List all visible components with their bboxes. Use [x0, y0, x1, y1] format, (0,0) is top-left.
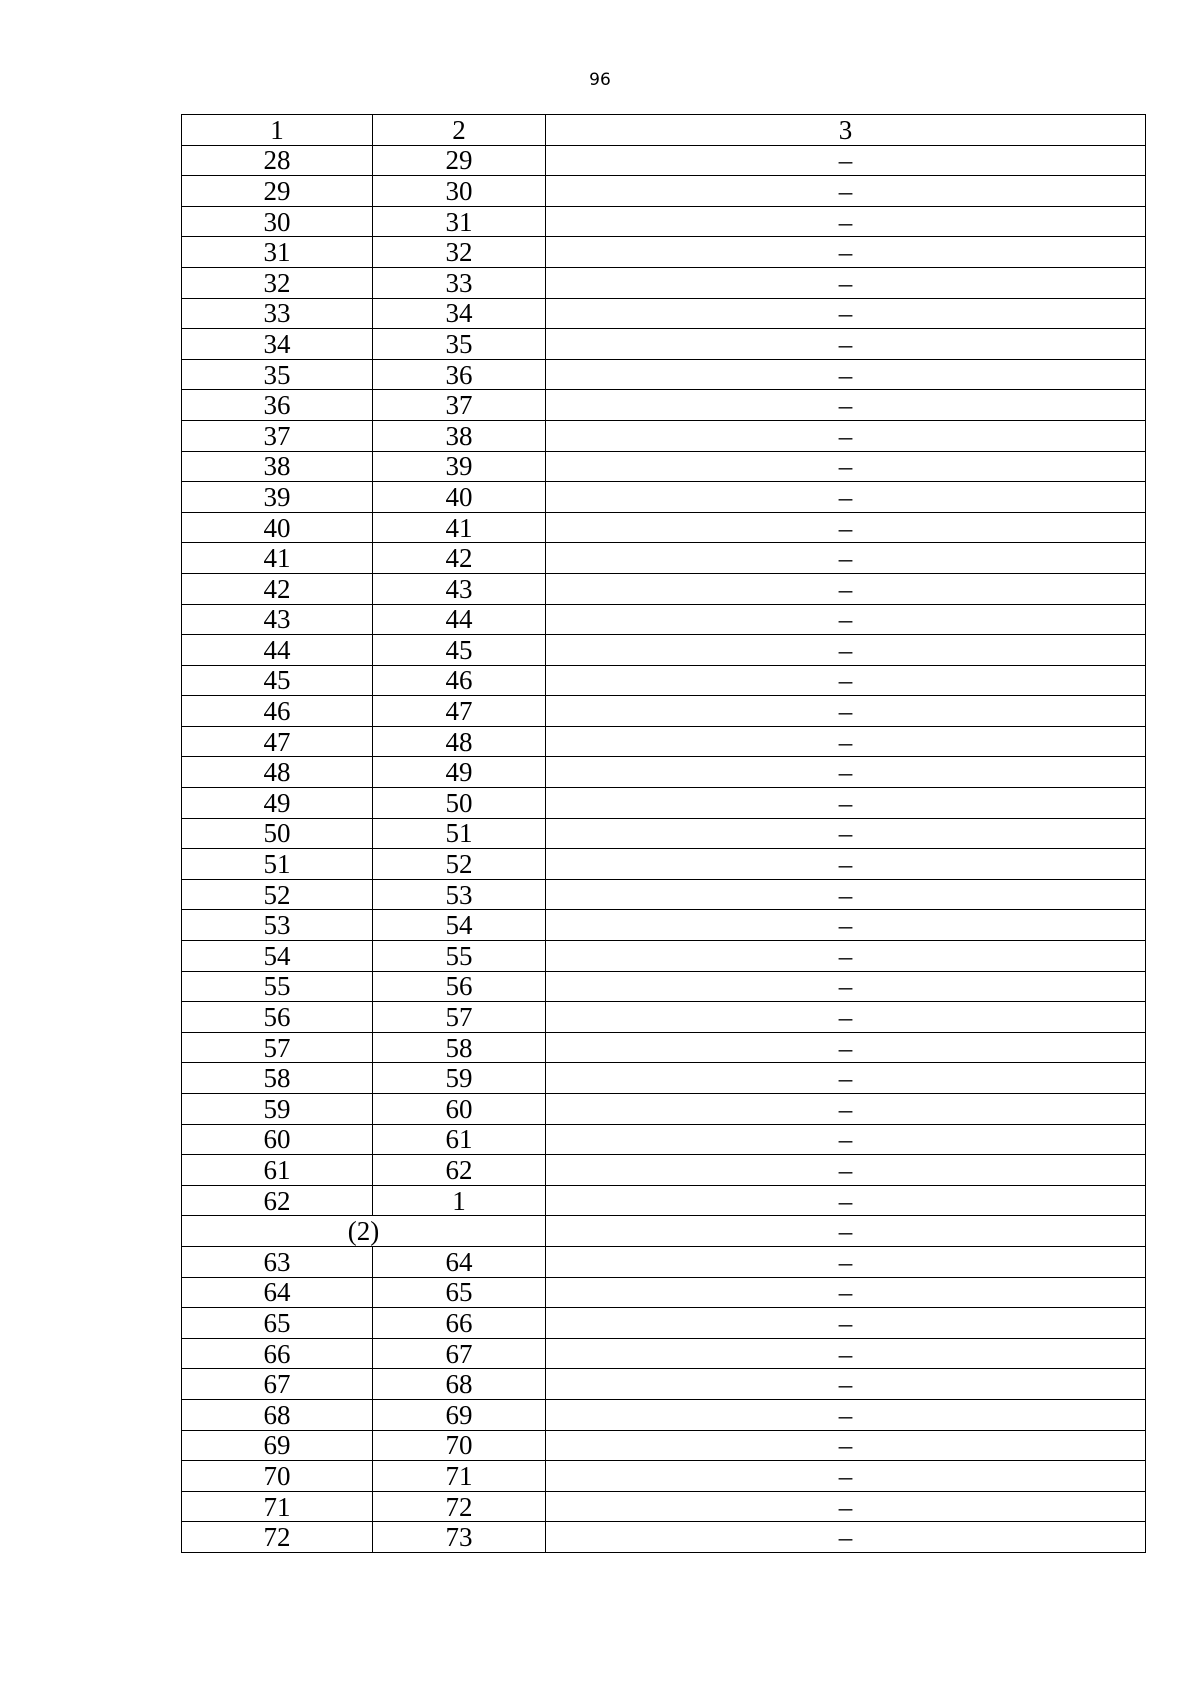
table-cell: 46 [182, 696, 373, 727]
table-cell: 40 [373, 482, 546, 513]
table-cell: – [546, 1063, 1146, 1094]
table-cell: 67 [182, 1369, 373, 1400]
table-row [182, 1185, 1146, 1216]
table-cell: – [546, 665, 1146, 696]
table-cell: – [546, 329, 1146, 360]
table-cell: – [546, 696, 1146, 727]
table-cell: – [546, 482, 1146, 513]
table-cell: 66 [373, 1308, 546, 1339]
table-cell: 35 [373, 329, 546, 360]
table-cell: – [546, 910, 1146, 941]
table-row [182, 543, 1146, 574]
table-cell: 64 [373, 1246, 546, 1277]
table-cell: 49 [182, 788, 373, 819]
table-cell: 43 [373, 573, 546, 604]
table-cell: 37 [373, 390, 546, 421]
table-cell: 44 [182, 635, 373, 666]
table-row [182, 941, 1146, 972]
table-cell: 58 [373, 1032, 546, 1063]
table-cell: – [546, 879, 1146, 910]
table-header-row [182, 115, 1146, 146]
table-cell: 38 [373, 420, 546, 451]
table-cell: 35 [182, 359, 373, 390]
table-cell: – [546, 145, 1146, 176]
table-cell: 55 [373, 941, 546, 972]
table-cell: – [546, 1185, 1146, 1216]
table-cell: 73 [373, 1522, 546, 1553]
table-row [182, 665, 1146, 696]
table-row [182, 1461, 1146, 1492]
table-cell: 47 [373, 696, 546, 727]
table-row [182, 1032, 1146, 1063]
table-cell: 44 [373, 604, 546, 635]
table-cell: 64 [182, 1277, 373, 1308]
table-cell: 60 [182, 1124, 373, 1155]
table-cell: 65 [373, 1277, 546, 1308]
table-cell: 48 [373, 726, 546, 757]
table-cell: 1 [373, 1185, 546, 1216]
table-cell: 52 [373, 849, 546, 880]
table-cell: – [546, 176, 1146, 207]
table-cell: (2) [182, 1216, 546, 1247]
table-row [182, 757, 1146, 788]
table-cell: 29 [182, 176, 373, 207]
table-cell: 43 [182, 604, 373, 635]
table-row [182, 1338, 1146, 1369]
table-cell: 31 [373, 206, 546, 237]
table-cell: – [546, 1155, 1146, 1186]
table-cell: 29 [373, 145, 546, 176]
table-row [182, 573, 1146, 604]
table-cell: 34 [373, 298, 546, 329]
table-cell: – [546, 635, 1146, 666]
table-cell: 66 [182, 1338, 373, 1369]
table-row [182, 1155, 1146, 1186]
table-cell: 32 [373, 237, 546, 268]
table-cell: – [546, 788, 1146, 819]
table-cell: 57 [373, 1002, 546, 1033]
table-cell: 57 [182, 1032, 373, 1063]
table-cell: – [546, 390, 1146, 421]
table-cell: – [546, 941, 1146, 972]
table-cell: – [546, 971, 1146, 1002]
table-row [182, 910, 1146, 941]
table-row [182, 849, 1146, 880]
table-cell: 59 [182, 1094, 373, 1125]
table-row [182, 1277, 1146, 1308]
table-cell: – [546, 573, 1146, 604]
table-cell: 71 [182, 1491, 373, 1522]
table-row [182, 1369, 1146, 1400]
table-row [182, 1063, 1146, 1094]
table-row [182, 145, 1146, 176]
table-cell: 51 [182, 849, 373, 880]
table-cell: – [546, 1246, 1146, 1277]
table-cell: 68 [182, 1399, 373, 1430]
table-cell: – [546, 849, 1146, 880]
table-body [182, 115, 1146, 1553]
table-cell: 69 [182, 1430, 373, 1461]
table-cell: 45 [373, 635, 546, 666]
table-cell: 46 [373, 665, 546, 696]
table-cell: 31 [182, 237, 373, 268]
table-row [182, 1308, 1146, 1339]
table-cell: 42 [182, 573, 373, 604]
table-row [182, 1522, 1146, 1553]
table-row [182, 635, 1146, 666]
table-cell: 59 [373, 1063, 546, 1094]
table-row [182, 451, 1146, 482]
table-cell: 39 [373, 451, 546, 482]
table-cell: 53 [373, 879, 546, 910]
table-cell: – [546, 1369, 1146, 1400]
table-cell: – [546, 1216, 1146, 1247]
table-row [182, 696, 1146, 727]
table-cell: – [546, 1338, 1146, 1369]
table-cell: 37 [182, 420, 373, 451]
table-row [182, 1002, 1146, 1033]
table-cell: 72 [182, 1522, 373, 1553]
table-cell: 67 [373, 1338, 546, 1369]
table-row [182, 359, 1146, 390]
table-cell: – [546, 1399, 1146, 1430]
table-cell: – [546, 451, 1146, 482]
table-cell: – [546, 298, 1146, 329]
table-row [182, 237, 1146, 268]
table-cell: – [546, 237, 1146, 268]
table-cell: 50 [373, 788, 546, 819]
table-cell: – [546, 512, 1146, 543]
header-cell: 1 [182, 115, 373, 146]
table-cell: 30 [182, 206, 373, 237]
table-row [182, 1124, 1146, 1155]
table-row [182, 1216, 1146, 1247]
table-row [182, 788, 1146, 819]
table-cell: 70 [182, 1461, 373, 1492]
table-cell: – [546, 1522, 1146, 1553]
table-cell: 50 [182, 818, 373, 849]
table-cell: 54 [182, 941, 373, 972]
table-cell: 56 [182, 1002, 373, 1033]
header-cell: 3 [546, 115, 1146, 146]
table-cell: – [546, 267, 1146, 298]
table-row [182, 1094, 1146, 1125]
table-row [182, 267, 1146, 298]
table-cell: – [546, 420, 1146, 451]
page-number: 96 [589, 70, 611, 90]
table-row [182, 1430, 1146, 1461]
table-cell: – [546, 1491, 1146, 1522]
table-cell: 42 [373, 543, 546, 574]
table-cell: – [546, 1430, 1146, 1461]
table-cell: – [546, 1308, 1146, 1339]
table-cell: 54 [373, 910, 546, 941]
table-cell: 71 [373, 1461, 546, 1492]
table-cell: – [546, 818, 1146, 849]
table-cell: – [546, 1277, 1146, 1308]
table-row [182, 482, 1146, 513]
table-cell: – [546, 726, 1146, 757]
table-cell: 63 [182, 1246, 373, 1277]
table-cell: 39 [182, 482, 373, 513]
table-cell: 56 [373, 971, 546, 1002]
table-cell: 49 [373, 757, 546, 788]
table-cell: 68 [373, 1369, 546, 1400]
table-row [182, 329, 1146, 360]
table-row [182, 390, 1146, 421]
table-cell: – [546, 1094, 1146, 1125]
table-cell: – [546, 1032, 1146, 1063]
table-cell: 47 [182, 726, 373, 757]
table-row [182, 726, 1146, 757]
table-cell: 32 [182, 267, 373, 298]
table-cell: 53 [182, 910, 373, 941]
table-cell: 72 [373, 1491, 546, 1522]
table-cell: 60 [373, 1094, 546, 1125]
table-cell: 55 [182, 971, 373, 1002]
table-row [182, 1246, 1146, 1277]
table-cell: 61 [373, 1124, 546, 1155]
table-cell: – [546, 757, 1146, 788]
table-row [182, 1399, 1146, 1430]
table-row [182, 604, 1146, 635]
table-cell: 70 [373, 1430, 546, 1461]
table-cell: 30 [373, 176, 546, 207]
table-cell: 28 [182, 145, 373, 176]
table-cell: 34 [182, 329, 373, 360]
table-cell: 40 [182, 512, 373, 543]
table-row [182, 298, 1146, 329]
table-cell: 33 [373, 267, 546, 298]
table-cell: 69 [373, 1399, 546, 1430]
table-row [182, 206, 1146, 237]
table-cell: – [546, 1461, 1146, 1492]
table-cell: 45 [182, 665, 373, 696]
table-row [182, 879, 1146, 910]
table-cell: – [546, 206, 1146, 237]
header-cell: 2 [373, 115, 546, 146]
table-row [182, 420, 1146, 451]
table-cell: 41 [373, 512, 546, 543]
table-cell: 58 [182, 1063, 373, 1094]
table-cell: 61 [182, 1155, 373, 1186]
table-cell: 51 [373, 818, 546, 849]
table-cell: – [546, 1002, 1146, 1033]
table-cell: – [546, 543, 1146, 574]
table-row [182, 1491, 1146, 1522]
table-cell: 36 [182, 390, 373, 421]
table-cell: – [546, 1124, 1146, 1155]
table-cell: – [546, 604, 1146, 635]
table-cell: 65 [182, 1308, 373, 1339]
table-row [182, 512, 1146, 543]
data-table [181, 114, 1146, 1553]
table-cell: 33 [182, 298, 373, 329]
table-row [182, 971, 1146, 1002]
table-cell: – [546, 359, 1146, 390]
table-row [182, 176, 1146, 207]
table-row [182, 818, 1146, 849]
table-cell: 36 [373, 359, 546, 390]
table-cell: 41 [182, 543, 373, 574]
table-cell: 38 [182, 451, 373, 482]
table-cell: 52 [182, 879, 373, 910]
table-cell: 48 [182, 757, 373, 788]
table-cell: 62 [373, 1155, 546, 1186]
table-cell: 62 [182, 1185, 373, 1216]
